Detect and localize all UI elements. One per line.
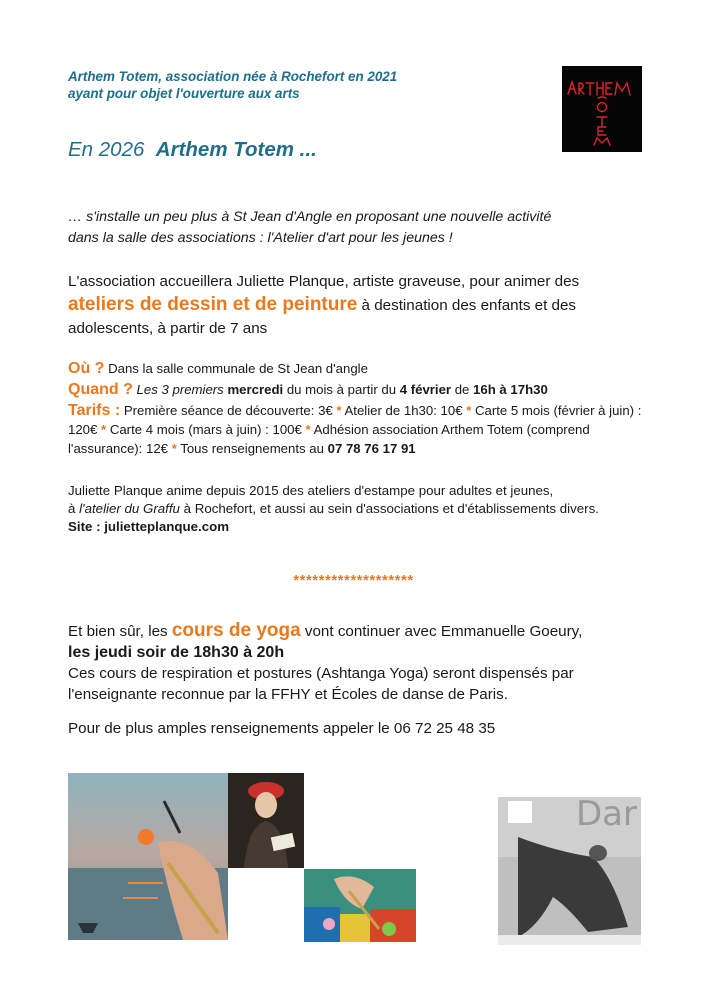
- bio-line-2: [68, 500, 658, 518]
- title-name: Arthem Totem ...: [155, 138, 317, 161]
- main-title: [68, 138, 317, 162]
- yoga-line-3: Ces cours de respiration et postures (Ashtanga Yoga) seront dispensés par: [68, 665, 574, 682]
- prices-line: [68, 401, 658, 458]
- painting-hand-image: [68, 773, 228, 940]
- price-star: *: [101, 422, 107, 437]
- workshop-text-1: L'association accueillera Juliette Planque, artiste graveuse, pour animer des: [68, 273, 580, 290]
- colorful-painting-image: [304, 869, 416, 942]
- prices-label: Tarifs :: [68, 402, 121, 419]
- price-star: *: [336, 403, 342, 418]
- where-label: Où ?: [68, 360, 105, 377]
- price-item-4: Carte 4 mois (mars à juin) : 100€: [106, 422, 306, 437]
- when-line: [68, 380, 658, 399]
- intro-line-1: … s'installe un peu plus à St Jean d'Angle en proposant une nouvelle activité: [68, 209, 552, 225]
- yoga-text-1: Et bien sûr, les: [68, 623, 172, 640]
- yoga-line-1: [68, 620, 658, 642]
- price-item-6: Tous renseignements au: [176, 441, 328, 456]
- when-label: Quand ?: [68, 381, 133, 398]
- price-item-3: Carte 5 mois (février à juin) : 120€: [68, 403, 642, 437]
- header-tagline: [68, 68, 397, 102]
- price-star: *: [466, 403, 472, 418]
- workshop-highlight: ateliers de dessin et de peinture: [68, 294, 358, 315]
- price-item-2: Atelier de 1h30: 10€: [341, 403, 467, 418]
- tagline-line-2: ayant pour objet l'ouverture aux arts: [68, 86, 300, 101]
- star-separator: *******************: [293, 572, 414, 589]
- intro-paragraph: [68, 207, 648, 249]
- when-date: 4 février: [399, 382, 452, 397]
- atelier-name: l'atelier du Graffu: [79, 501, 180, 516]
- when-italic: Les 3 premiers: [132, 382, 228, 397]
- intro-line-2: dans la salle des associations : l'Atelier d'art pour les jeunes !: [68, 230, 453, 246]
- contact-line: Pour de plus amples renseignements appeler le 06 72 25 48 35: [68, 720, 496, 737]
- bio-line-1: Juliette Planque anime depuis 2015 des ateliers d'estampe pour adultes et jeunes,: [68, 483, 554, 498]
- price-item-5: Adhésion association Arthem Totem (comprend l'assurance): 12€: [68, 422, 590, 456]
- portrait-painting-image: [228, 773, 304, 868]
- price-star: *: [305, 422, 311, 437]
- tagline-line-1: Arthem Totem, association née à Rochefort en 2021: [68, 69, 398, 84]
- where-line: [68, 359, 658, 378]
- svg-text:Dar: Dar: [576, 797, 637, 834]
- price-star: *: [171, 441, 177, 456]
- price-item-1: Première séance de découverte: 3€: [123, 403, 337, 418]
- contact-phone-workshop: 07 78 76 17 91: [327, 441, 416, 456]
- arthem-totem-logo: [562, 66, 642, 152]
- website-link[interactable]: Site : julietteplanque.com: [68, 519, 230, 534]
- yoga-schedule: les jeudi soir de 18h30 à 20h: [68, 644, 285, 661]
- title-year: En 2026: [68, 138, 145, 161]
- where-text: Dans la salle communale de St Jean d'angle: [104, 361, 368, 376]
- info-block: [68, 359, 658, 458]
- yoga-line-4: l'enseignante reconnue par la FFHY et Écoles de danse de Paris.: [68, 686, 508, 703]
- artist-bio: [68, 482, 658, 536]
- bio-line-2-post: à Rochefort, et aussi au sein d'associations et d'établissements divers.: [179, 501, 599, 516]
- yoga-paragraph: [68, 620, 658, 705]
- when-hours: 16h à 17h30: [473, 382, 548, 397]
- yoga-photo-image: [498, 797, 641, 945]
- logo-graphic: [562, 66, 642, 152]
- workshop-text-2: à destination des enfants et des adolescents, à partir de 7 ans: [68, 297, 577, 337]
- yoga-text-2: vont continuer avec Emmanuelle Goeury,: [300, 623, 583, 640]
- bio-line-2-pre: à: [68, 501, 80, 516]
- when-text-2: de: [451, 382, 474, 397]
- when-text-1: du mois à partir du: [283, 382, 400, 397]
- when-day: mercredi: [227, 382, 284, 397]
- yoga-highlight: cours de yoga: [171, 620, 301, 641]
- workshop-paragraph: [68, 270, 658, 340]
